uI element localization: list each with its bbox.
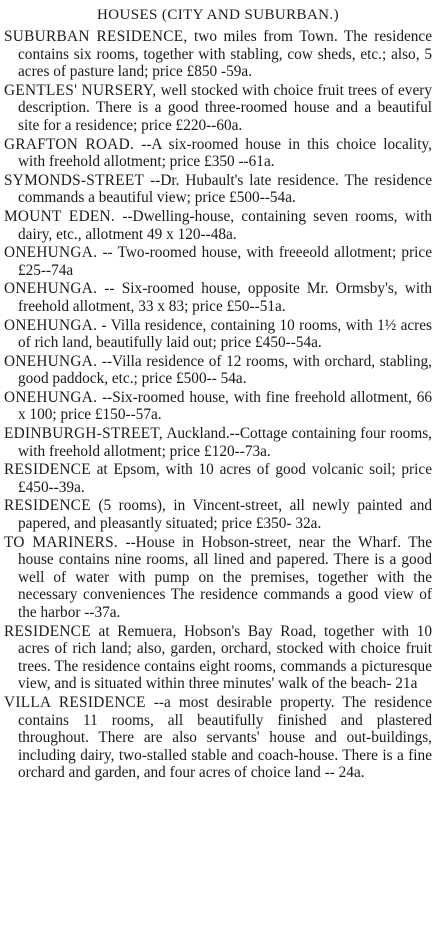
- ad-listing: [4, 389, 432, 424]
- ad-body: two miles from Town. The residence contains six rooms, together with stabling, cow sheds, etc.; also, 5 acres of pasture land; price £850 -59a.: [18, 28, 432, 81]
- ad-listing: [4, 280, 432, 315]
- ad-body: -- Two-roomed house, with freeeold allotment; price £25--74a: [18, 244, 432, 279]
- ad-listing: [4, 534, 432, 622]
- ad-headline: MOUNT EDEN.: [4, 207, 116, 225]
- ad-body: well stocked with choice fruit trees of every description. There is a good three-roomed house and a beautiful site for a residence; price £220--60a.: [18, 81, 432, 134]
- ad-headline: TO MARINERS.: [4, 533, 119, 551]
- ad-body: -- Six-roomed house, opposite Mr. Ormsby's, with freehold allotment, 33 x 83; price £50--51a.: [18, 280, 433, 315]
- ad-listing: [4, 353, 432, 388]
- ad-headline: ONEHUNGA.: [4, 388, 98, 406]
- ad-body: (5 rooms), in Vincent-street, all newly painted and papered, and pleasantly situated; price £350- 32a.: [18, 497, 432, 533]
- ad-body: at Epsom, with 10 acres of good volcanic soil; price £450--39a.: [18, 461, 432, 496]
- ad-body: --Six-roomed house, with fine freehold allotment, 66 x 100; price £150--57a.: [18, 388, 432, 424]
- ad-headline: GRAFTON ROAD.: [4, 135, 135, 153]
- ad-listing: [4, 694, 432, 782]
- ad-listing: [4, 317, 432, 352]
- ad-listing: [4, 82, 432, 135]
- ad-listing: [4, 497, 432, 532]
- ad-headline: SYMONDS-STREET: [4, 171, 145, 189]
- ad-body: at Remuera, Hobson's Bay Road, together with 10 acres of rich land; also, garden, orchard, stocked with choice fruit trees. The residence contains eight rooms, commands a picturesque view, and is situated within three minutes' walk of the beach- 21a: [18, 622, 433, 693]
- ad-headline: ONEHUNGA.: [4, 316, 98, 334]
- ad-headline: RESIDENCE: [4, 497, 91, 515]
- ad-listing: [4, 28, 432, 81]
- ad-headline: RESIDENCE: [4, 461, 91, 479]
- ad-headline: GENTLES' NURSERY,: [4, 81, 157, 99]
- ad-headline: RESIDENCE: [4, 622, 91, 640]
- ad-listing: [4, 425, 432, 460]
- ad-headline: VILLA RESIDENCE: [4, 693, 146, 711]
- ad-headline: SUBURBAN RESIDENCE,: [4, 28, 188, 45]
- ad-body: --Villa residence of 12 rooms, with orchard, stabling, good paddock, etc.; price £500-- 54a.: [18, 352, 432, 388]
- section-heading: HOUSES (CITY AND SUBURBAN.): [97, 7, 339, 23]
- ad-listing: [4, 208, 432, 243]
- ad-listing: [4, 136, 432, 171]
- ad-body: Auckland.--Cottage containing four rooms, with freehold allotment; price £120--73a.: [18, 425, 432, 460]
- ad-listing: [4, 244, 432, 279]
- ad-headline: ONEHUNGA.: [4, 352, 98, 370]
- ad-headline: EDINBURGH-STREET,: [4, 425, 164, 443]
- ad-body: --Dr. Hubault's late residence. The residence commands a beautiful view; price £500--54a.: [18, 171, 432, 207]
- ad-body: --A six-roomed house in this choice locality, with freehold allotment; price £350 --61a.: [18, 135, 432, 171]
- ad-body: --a most desirable property. The residence contains 11 rooms, all beautifully finished and plastered throughout. There are also servants' house and out-buildings, including dairy, two-stalled stable and coach-house. There is a fine orchard and garden, and four acres of choice land -- 24a.: [18, 693, 432, 782]
- ad-body: --Dwelling-house, containing seven rooms, with dairy, etc., allotment 49 x 120--48a.: [18, 207, 433, 243]
- ad-listing: [4, 623, 432, 693]
- ad-listing: [4, 461, 432, 496]
- classified-ads-list: [4, 28, 432, 782]
- ad-body: --House in Hobson-street, near the Wharf. The house contains nine rooms, all lined and papered. There is a good well of water with pump on the premises, together with the necessary conveniences The residence commands a good view of the harbor --37a.: [18, 533, 432, 621]
- ad-headline: ONEHUNGA.: [4, 244, 98, 262]
- ad-body: - Villa residence, containing 10 rooms, with 1½ acres of rich land, beautifully laid out; price £450--54a.: [18, 316, 432, 352]
- ad-listing: [4, 172, 432, 207]
- ad-headline: ONEHUNGA.: [4, 280, 98, 298]
